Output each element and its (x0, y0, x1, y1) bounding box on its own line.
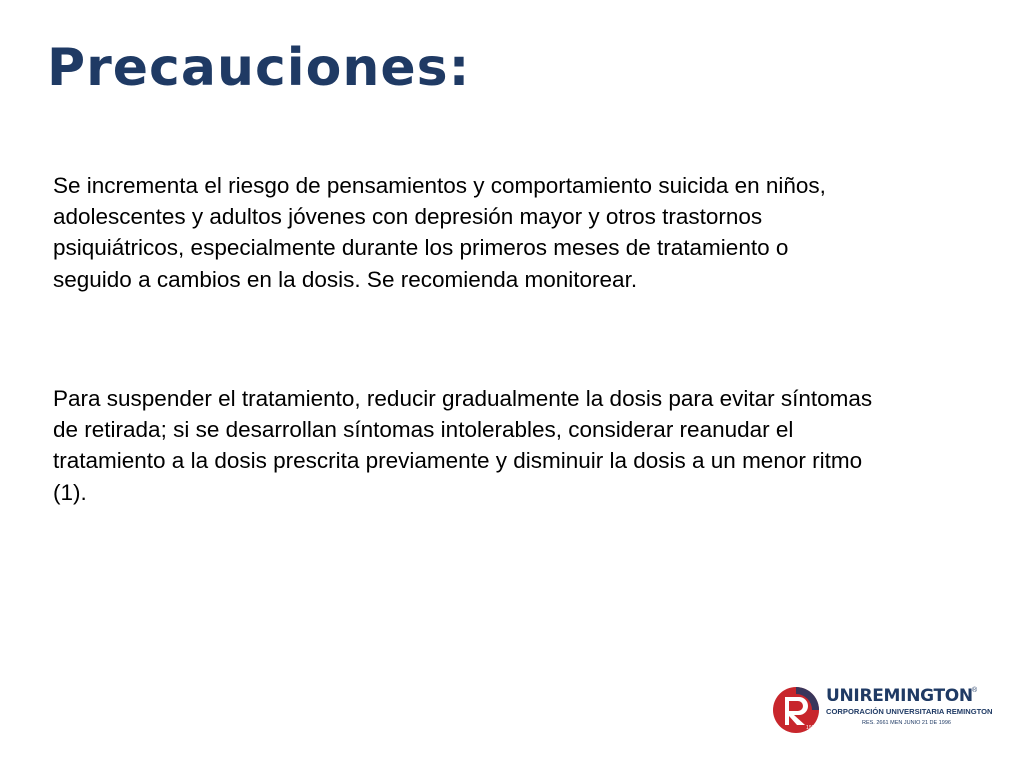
slide-title: Precauciones: (47, 38, 471, 98)
uniremington-emblem-icon (772, 686, 820, 734)
logo-registered-mark: ® (972, 687, 978, 694)
logo-resolution: RES. 2661 MEN JUNIO 21 DE 1996 (862, 720, 951, 726)
logo-year: 1915 (806, 725, 818, 731)
logo-name: UNIREMINGTON (826, 686, 973, 706)
uniremington-logo (772, 686, 993, 738)
paragraph-suicide-risk: Se incrementa el riesgo de pensamientos y comportamiento suicida en niños, adolescentes y adultos jóvenes con depresión mayor y otros trastornos psiquiátricos, especialmente durante los primeros meses de tratamiento o seguido a cambios en la dosis. Se recomienda monitorear. (53, 173, 826, 292)
logo-subtitle: CORPORACIÓN UNIVERSITARIA REMINGTON (826, 707, 993, 716)
paragraph-discontinuation: Para suspender el tratamiento, reducir gradualmente la dosis para evitar síntomas de retirada; si se desarrollan síntomas intolerables, considerar reanudar el tratamiento a la dosis prescrita previamente y disminuir la dosis a un menor ritmo (1). (53, 386, 873, 505)
